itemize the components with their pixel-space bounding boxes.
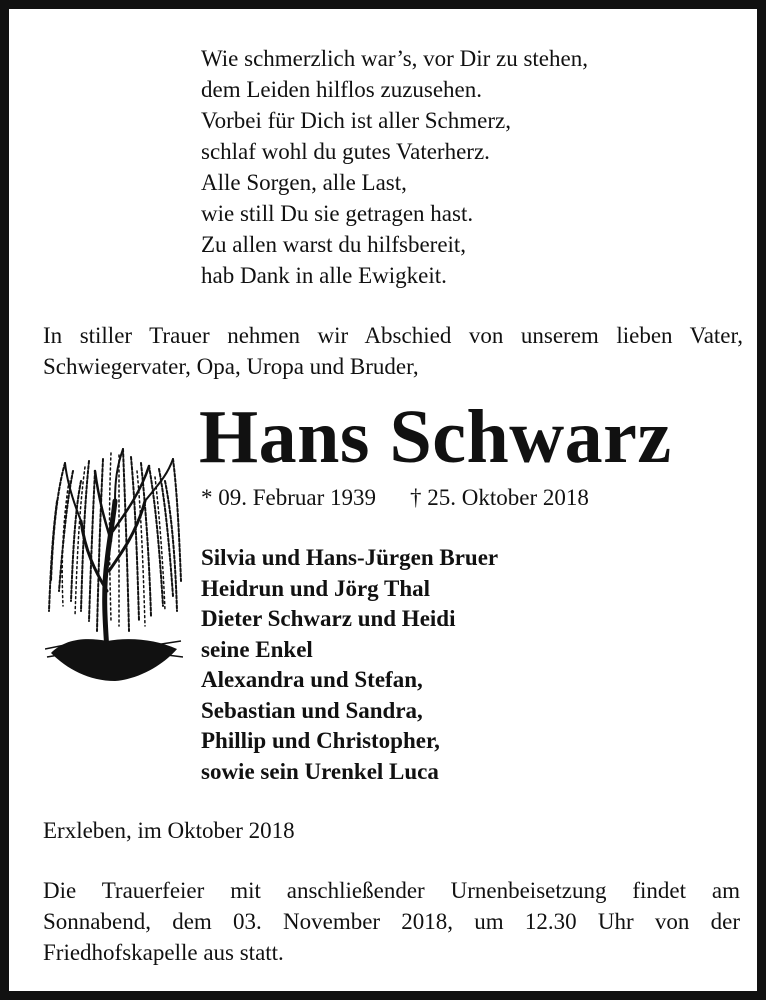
mourner-line: Heidrun und Jörg Thal: [201, 575, 431, 601]
mourner-line: seine Enkel: [201, 636, 313, 662]
intro-text: [43, 320, 743, 382]
poem-line: Wie schmerzlich war’s, vor Dir zu stehen,: [201, 46, 588, 71]
funeral-line: Friedhofskapelle aus statt.: [43, 940, 284, 965]
mourner-line: Sebastian und Sandra,: [201, 697, 423, 723]
weeping-willow-icon: [45, 441, 183, 691]
mourner-line: sowie sein Urenkel Luca: [201, 758, 439, 784]
poem-line: dem Leiden hilflos zuzusehen.: [201, 77, 483, 102]
death-date: † 25. Oktober 2018: [410, 485, 589, 510]
mourner-line: Dieter Schwarz und Heidi: [201, 606, 456, 631]
poem-line: Zu allen warst du hilfsbereit,: [201, 232, 467, 257]
poem-line: Vorbei für Dich ist aller Schmerz,: [201, 108, 511, 133]
deceased-name: Hans Schwarz: [199, 395, 672, 479]
funeral-line: Die Trauerfeier mit anschließender Urnenbeisetzung findet am: [43, 878, 740, 903]
mourner-line: Phillip und Christopher,: [201, 728, 440, 753]
mourners-list: [201, 543, 721, 787]
place-and-date: Erxleben, im Oktober 2018: [43, 818, 295, 843]
intro-line: In stiller Trauer nehmen wir Abschied von unserem lieben Vater,: [43, 323, 743, 348]
mourner-line: Silvia und Hans-Jürgen Bruer: [201, 545, 499, 570]
funeral-info: [43, 875, 740, 968]
poem-line: Alle Sorgen, alle Last,: [201, 170, 407, 195]
poem-line: schlaf wohl du gutes Vaterherz.: [201, 139, 490, 164]
intro-line: Schwiegervater, Opa, Uropa und Bruder,: [43, 354, 419, 379]
life-dates: [201, 483, 721, 513]
birth-date: * 09. Februar 1939: [201, 485, 377, 510]
poem-line: hab Dank in alle Ewigkeit.: [201, 263, 447, 288]
funeral-line: Sonnabend, dem 03. November 2018, um 12.30 Uhr von der: [43, 909, 740, 934]
mourner-line: Alexandra und Stefan,: [201, 667, 423, 692]
poem-line: wie still Du sie getragen hast.: [201, 201, 474, 226]
poem: [201, 43, 721, 291]
